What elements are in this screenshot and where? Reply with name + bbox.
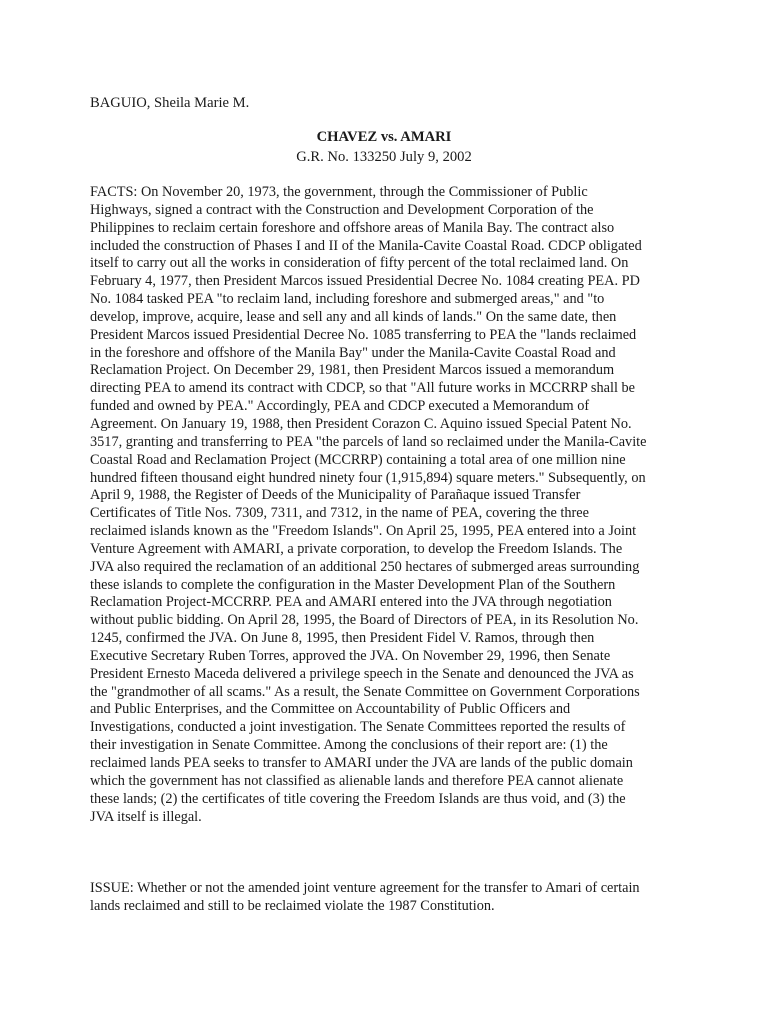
facts-line: Certificates of Title Nos. 7309, 7311, and 7312, in the name of PEA, covering the three [90,505,589,522]
case-title: CHAVEZ vs. AMARI [316,129,452,145]
issue-paragraph [90,880,690,916]
facts-line: without public bidding. On April 28, 1995, the Board of Directors of PEA, in its Resolution No. [90,612,639,629]
facts-line: reclaimed lands PEA seeks to transfer to AMARI under the JVA are lands of the public domain [90,755,633,771]
facts-line: itself to carry out all the works in consideration of fifty percent of the total reclaimed land. On [90,255,629,272]
issue-line: ISSUE: Whether or not the amended joint venture agreement for the transfer to Amari of certain [90,880,640,896]
facts-line: No. 1084 tasked PEA "to reclaim land, including foreshore and submerged areas," and "to [90,291,605,308]
facts-line: Highways, signed a contract with the Construction and Development Corporation of the [90,201,594,218]
facts-line: February 4, 1977, then President Marcos issued Presidential Decree No. 1084 creating PEA. PD [90,273,640,290]
facts-line: their investigation in Senate Committee. Among the conclusions of their report are: (1) the [90,737,608,754]
facts-line: JVA also required the reclamation of an additional 250 hectares of submerged areas surrounding [90,558,640,575]
issue-line: lands reclaimed and still to be reclaimed violate the 1987 Constitution. [90,897,495,914]
facts-line: FACTS: On November 20, 1973, the government, through the Commissioner of Public [90,184,588,200]
facts-line: President Ernesto Maceda delivered a privilege speech in the Senate and denounced the JVA as [90,665,634,682]
facts-line: President Marcos issued Presidential Decree No. 1085 transferring to PEA the "lands reclaimed [90,326,637,343]
facts-line: Investigations, conducted a joint investigation. The Senate Committees reported the results of [90,719,626,736]
facts-line: Agreement. On January 19, 1988, then President Corazon C. Aquino issued Special Patent No. [90,415,632,432]
facts-line: hundred fifteen thousand eight hundred ninety four (1,915,894) square meters." Subsequently, on [90,469,646,486]
case-citation: G.R. No. 133250 July 9, 2002 [296,149,472,165]
facts-line: these lands; (2) the certificates of title covering the Freedom Islands are thus void, and (3) the [90,790,626,807]
facts-line: 1245, confirmed the JVA. On June 8, 1995, then President Fidel V. Ramos, through then [90,630,595,647]
facts-line: funded and owned by PEA." Accordingly, PEA and CDCP executed a Memorandum of [90,398,590,415]
facts-line: directing PEA to amend its contract with CDCP, so that "All future works in MCCRRP shall be [90,380,635,397]
facts-line: Reclamation Project-MCCRRP. PEA and AMARI entered into the JVA through negotiation [90,594,612,611]
facts-line: 3517, granting and transferring to PEA "the parcels of land so reclaimed under the Manila-Cavite [90,433,647,450]
facts-line: Philippines to reclaim certain foreshore and offshore areas of Manila Bay. The contract also [90,219,615,236]
facts-line: included the construction of Phases I and II of the Manila-Cavite Coastal Road. CDCP obligated [90,237,642,254]
facts-line: Reclamation Project. On December 29, 1981, then President Marcos issued a memorandum [90,362,615,379]
facts-line: these islands to complete the configuration in the Master Development Plan of the Southern [90,576,616,593]
facts-line: Venture Agreement with AMARI, a private corporation, to develop the Freedom Islands. The [90,540,623,557]
facts-line: in the foreshore and offshore of the Manila Bay" under the Manila-Cavite Coastal Road and [90,344,616,361]
facts-line: April 9, 1988, the Register of Deeds of the Municipality of Parañaque issued Transfer [90,487,581,504]
facts-line: and Public Enterprises, and the Committee on Accountability of Public Officers and [90,701,571,718]
facts-line: the "grandmother of all scams." As a result, the Senate Committee on Government Corporations [90,683,640,700]
facts-line: which the government has not classified as alienable lands and therefore PEA cannot alienate [90,772,624,789]
facts-line: develop, improve, acquire, lease and sell any and all kinds of lands." On the same date, then [90,308,617,325]
facts-line: Executive Secretary Ruben Torres, approved the JVA. On November 29, 1996, then Senate [90,647,611,664]
author-name: BAGUIO, Sheila Marie M. [90,95,250,111]
facts-line: Coastal Road and Reclamation Project (MCCRRP) containing a total area of one million nine [90,451,626,468]
facts-line: reclaimed islands known as the "Freedom Islands". On April 25, 1995, PEA entered into a Joint [90,523,637,540]
facts-line: JVA itself is illegal. [90,808,202,825]
facts-paragraph [90,184,670,826]
